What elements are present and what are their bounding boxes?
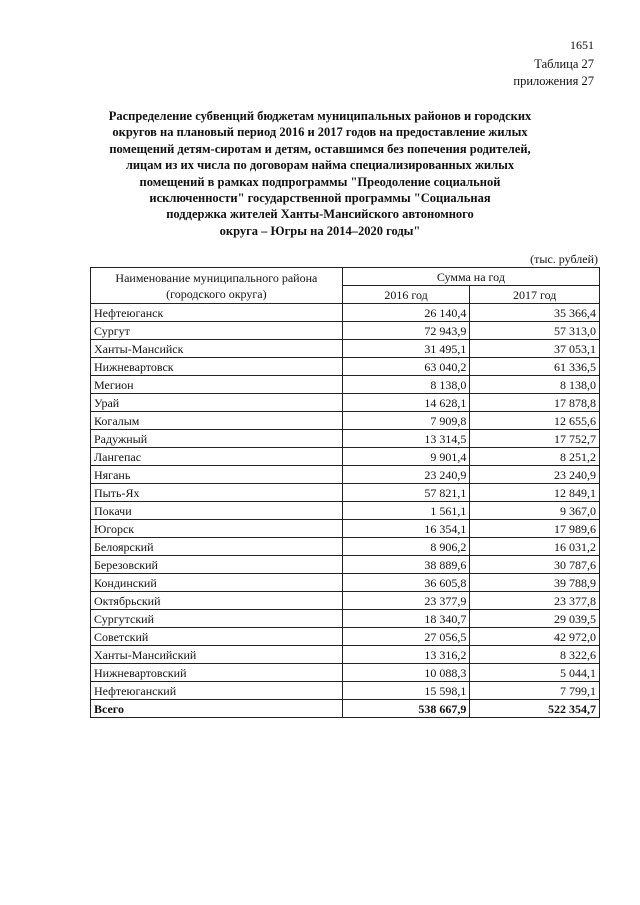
table-row xyxy=(91,592,600,610)
cell-2017: 5 044,1 xyxy=(470,664,600,682)
table-row xyxy=(91,466,600,484)
cell-2017: 30 787,6 xyxy=(470,556,600,574)
cell-name: Советский xyxy=(91,628,343,646)
table-row xyxy=(91,664,600,682)
title-line: исключенности" государственной программы "Социальная xyxy=(149,191,491,206)
table-row xyxy=(91,376,600,394)
table-row xyxy=(91,610,600,628)
cell-2016: 16 354,1 xyxy=(342,520,470,538)
total-2016: 538 667,9 xyxy=(342,700,470,718)
cell-2017: 61 336,5 xyxy=(470,358,600,376)
header-2016: 2016 год xyxy=(342,286,470,304)
cell-2016: 27 056,5 xyxy=(342,628,470,646)
table-row xyxy=(91,538,600,556)
cell-2017: 17 989,6 xyxy=(470,520,600,538)
cell-name: Югорск xyxy=(91,520,343,538)
title-line: помещений детям-сиротам и детям, оставшимся без попечения родителей, xyxy=(109,141,531,156)
title-line: лицам из их числа по договорам найма специализированных жилых xyxy=(125,158,515,173)
table-row xyxy=(91,574,600,592)
cell-2017: 8 251,2 xyxy=(470,448,600,466)
cell-name: Урай xyxy=(91,394,343,412)
total-row xyxy=(91,700,600,718)
table-label-line1: Таблица 27 xyxy=(534,57,594,71)
table-row xyxy=(91,358,600,376)
cell-name: Радужный xyxy=(91,430,343,448)
cell-name: Сургут xyxy=(91,322,343,340)
cell-name: Нижневартовский xyxy=(91,664,343,682)
cell-2017: 35 366,4 xyxy=(470,304,600,322)
cell-2017: 12 849,1 xyxy=(470,484,600,502)
cell-2016: 31 495,1 xyxy=(342,340,470,358)
table-body xyxy=(91,304,600,700)
cell-name: Лангепас xyxy=(91,448,343,466)
cell-name: Покачи xyxy=(91,502,343,520)
table-row xyxy=(91,322,600,340)
table-row xyxy=(91,430,600,448)
cell-2016: 26 140,4 xyxy=(342,304,470,322)
cell-2016: 13 316,2 xyxy=(342,646,470,664)
cell-2017: 9 367,0 xyxy=(470,502,600,520)
cell-2017: 57 313,0 xyxy=(470,322,600,340)
total-2017: 522 354,7 xyxy=(470,700,600,718)
cell-name: Октябрьский xyxy=(91,592,343,610)
cell-2016: 23 377,9 xyxy=(342,592,470,610)
cell-2016: 18 340,7 xyxy=(342,610,470,628)
cell-name: Березовский xyxy=(91,556,343,574)
cell-2016: 13 314,5 xyxy=(342,430,470,448)
cell-2017: 8 138,0 xyxy=(470,376,600,394)
cell-name: Ханты-Мансийск xyxy=(91,340,343,358)
cell-name: Нижневартовск xyxy=(91,358,343,376)
cell-2017: 39 788,9 xyxy=(470,574,600,592)
cell-2016: 1 561,1 xyxy=(342,502,470,520)
table-row xyxy=(91,448,600,466)
title-line: Распределение субвенций бюджетам муниципальных районов и городских xyxy=(108,109,532,123)
header-name-line2: (городского округа) xyxy=(166,286,267,301)
cell-2016: 8 138,0 xyxy=(342,376,470,394)
table-row xyxy=(91,340,600,358)
cell-2016: 10 088,3 xyxy=(342,664,470,682)
cell-2016: 8 906,2 xyxy=(342,538,470,556)
total-label: Всего xyxy=(91,700,343,718)
cell-name: Нягань xyxy=(91,466,343,484)
cell-2017: 29 039,5 xyxy=(470,610,600,628)
table-label-line2: приложения 27 xyxy=(513,74,594,88)
title-line: помещений в рамках подпрограммы "Преодоление социальной xyxy=(139,174,501,189)
table-row xyxy=(91,484,600,502)
cell-2017: 17 752,7 xyxy=(470,430,600,448)
cell-2017: 23 240,9 xyxy=(470,466,600,484)
cell-name: Когалым xyxy=(91,412,343,430)
cell-2017: 37 053,1 xyxy=(470,340,600,358)
document-title xyxy=(95,108,545,239)
table-row xyxy=(91,394,600,412)
cell-name: Сургутский xyxy=(91,610,343,628)
unit-note: (тыс. рублей) xyxy=(530,252,598,266)
header-municipality xyxy=(91,268,343,304)
cell-2016: 23 240,9 xyxy=(342,466,470,484)
cell-2016: 15 598,1 xyxy=(342,682,470,700)
cell-name: Нефтеюганский xyxy=(91,682,343,700)
title-line: округов на плановый период 2016 и 2017 годов на предоставление жилых xyxy=(112,125,528,140)
table-row xyxy=(91,646,600,664)
cell-name: Пыть-Ях xyxy=(91,484,343,502)
cell-2017: 42 972,0 xyxy=(470,628,600,646)
subvention-table xyxy=(90,267,600,718)
header-2017: 2017 год xyxy=(470,286,600,304)
cell-2017: 7 799,1 xyxy=(470,682,600,700)
cell-2016: 36 605,8 xyxy=(342,574,470,592)
table-label xyxy=(513,56,594,90)
cell-2017: 23 377,8 xyxy=(470,592,600,610)
cell-2016: 14 628,1 xyxy=(342,394,470,412)
table-row xyxy=(91,520,600,538)
cell-name: Мегион xyxy=(91,376,343,394)
title-line: округа – Югры на 2014–2020 годы" xyxy=(219,223,421,238)
table-row xyxy=(91,412,600,430)
table-row xyxy=(91,304,600,322)
table-row xyxy=(91,682,600,700)
cell-name: Нефтеюганск xyxy=(91,304,343,322)
cell-2016: 63 040,2 xyxy=(342,358,470,376)
table-row xyxy=(91,502,600,520)
cell-2017: 16 031,2 xyxy=(470,538,600,556)
page-number: 1651 xyxy=(570,38,594,52)
cell-name: Ханты-Мансийский xyxy=(91,646,343,664)
cell-2017: 17 878,8 xyxy=(470,394,600,412)
cell-name: Белоярский xyxy=(91,538,343,556)
cell-2016: 72 943,9 xyxy=(342,322,470,340)
cell-2016: 57 821,1 xyxy=(342,484,470,502)
cell-2016: 38 889,6 xyxy=(342,556,470,574)
cell-name: Кондинский xyxy=(91,574,343,592)
cell-2017: 12 655,6 xyxy=(470,412,600,430)
cell-2016: 9 901,4 xyxy=(342,448,470,466)
title-line: поддержка жителей Ханты-Мансийского автономного xyxy=(166,207,474,222)
header-name-line1: Наименование муниципального района xyxy=(115,270,318,285)
table-row xyxy=(91,556,600,574)
cell-2016: 7 909,8 xyxy=(342,412,470,430)
cell-2017: 8 322,6 xyxy=(470,646,600,664)
table-row xyxy=(91,628,600,646)
header-sum: Сумма на год xyxy=(342,268,599,286)
